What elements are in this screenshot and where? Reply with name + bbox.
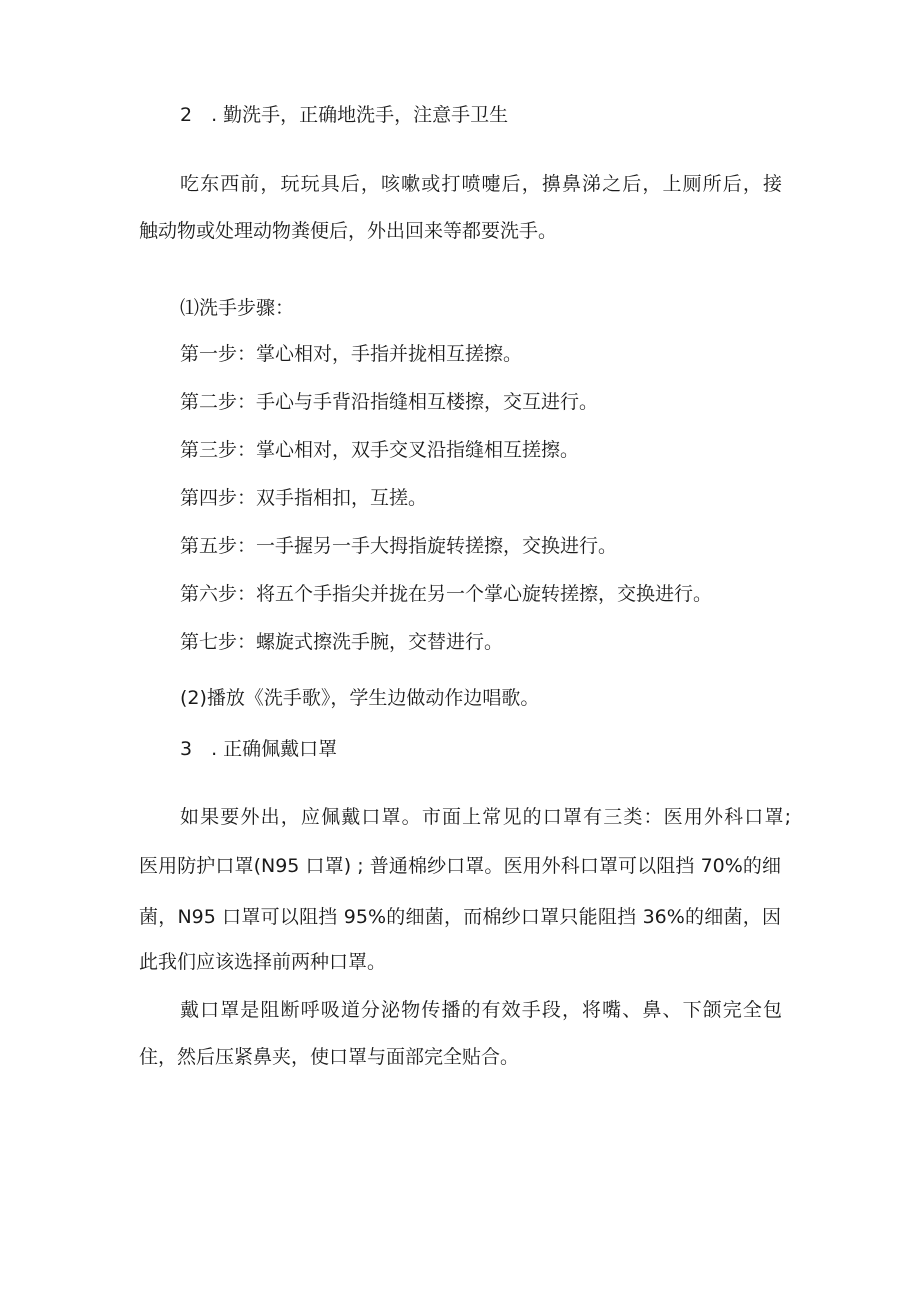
section-3-para-1-line-2: 医用防护口罩(N95 口罩) ; 普通棉纱口罩。医用外科口罩可以阻挡 70%的细: [139, 855, 781, 877]
song-line: (2)播放《洗手歌》，学生边做动作边唱歌。: [180, 687, 540, 709]
section-3-para-1-line-4: 此我们应该选择前两种口罩。: [139, 951, 387, 973]
step-6: 第六步：将五个手指尖并拢在另一个掌心旋转搓擦，交换进行。: [180, 583, 713, 605]
section-3-para-1-line-3: 菌，N95 口罩可以阻挡 95%的细菌，而棉纱口罩只能阻挡 36%的细菌，因: [139, 906, 781, 928]
step-4: 第四步：双手指相扣，互搓。: [180, 487, 428, 509]
step-3: 第三步：掌心相对，双手交叉沿指缝相互搓擦。: [180, 439, 580, 461]
step-7: 第七步：螺旋式擦洗手腕，交替进行。: [180, 631, 504, 653]
section-2-intro-line-2: 触动物或处理动物粪便后，外出回来等都要洗手。: [139, 220, 558, 242]
section-3-para-1-line-1: 如果要外出，应佩戴口罩。市面上常见的口罩有三类：医用外科口罩;: [180, 806, 791, 828]
section-2-intro-line-1: 吃东西前，玩玩具后，咳嗽或打喷嚏后，擤鼻涕之后，上厕所后，接: [180, 173, 782, 195]
section-2-heading: 2 . 勤洗手，正确地洗手，注意手卫生: [180, 104, 509, 126]
section-3-heading: 3 . 正确佩戴口罩: [180, 738, 338, 760]
section-3-para-2-line-1: 戴口罩是阻断呼吸道分泌物传播的有效手段，将嘴、鼻、下颌完全包: [180, 999, 782, 1021]
step-2: 第二步：手心与手背沿指缝相互楼擦，交互进行。: [180, 391, 599, 413]
step-5: 第五步：一手握另一手大拇指旋转搓擦，交换进行。: [180, 535, 618, 557]
steps-title: ⑴洗手步骤：: [180, 297, 295, 319]
step-1: 第一步：掌心相对，手指并拢相互搓擦。: [180, 343, 523, 365]
section-3-para-2-line-2: 住，然后压紧鼻夹，使口罩与面部完全贴合。: [139, 1046, 520, 1068]
